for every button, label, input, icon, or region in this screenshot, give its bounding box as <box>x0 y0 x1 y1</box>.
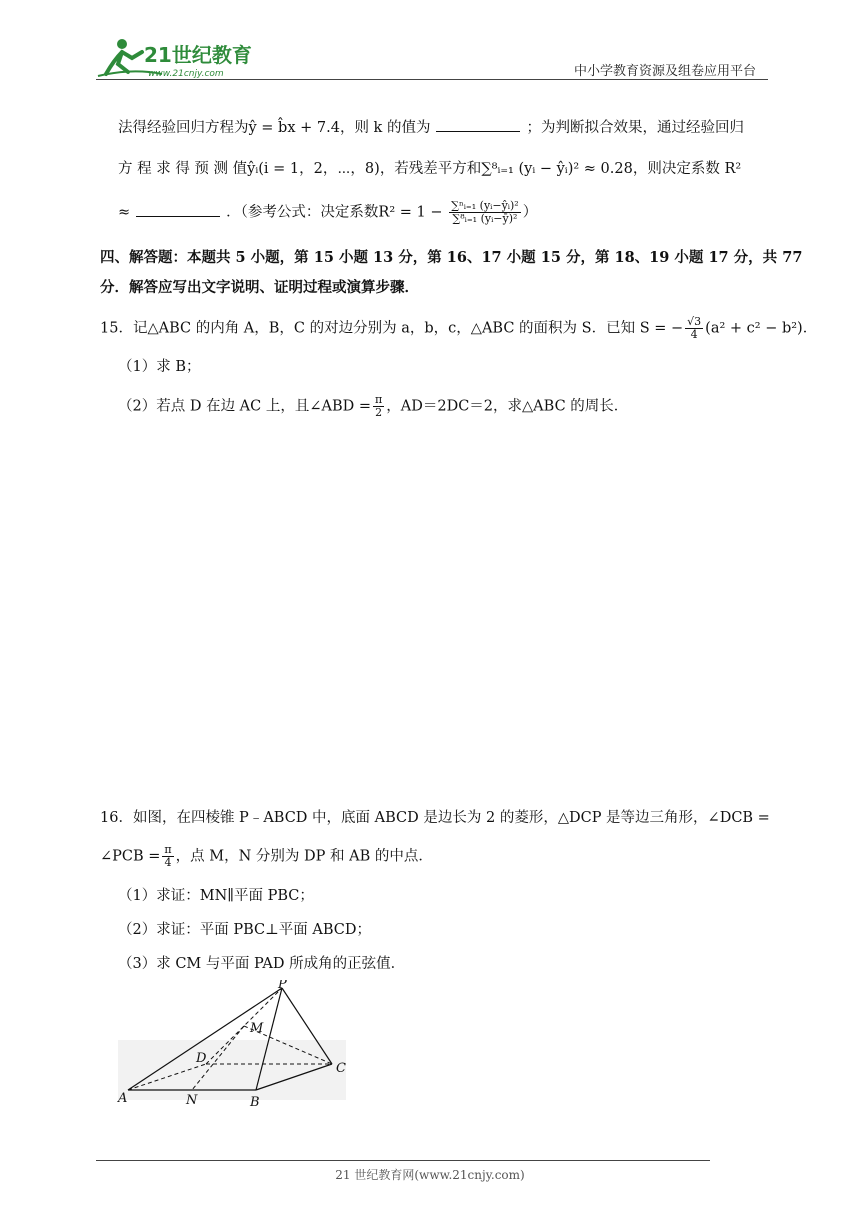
answer-blank-k[interactable] <box>436 117 520 132</box>
q16-stem-line-2: ∠PCB = $\frac{\pi}{4}$ ，点 M，N 分别为 DP 和 AB 的中点． <box>100 843 433 869</box>
q16-stem-line-1: 16．如图，在四棱锥 P﹣ABCD 中，底面 ABCD 是边长为 2 的菱形，△DCP 是等边三角形，∠DCB = <box>100 810 770 826</box>
site-logo <box>92 34 262 80</box>
label-B: B <box>250 1095 260 1110</box>
continuation-line-3: ≈ ．（参考公式：决定系数R² = 1 − $\frac{\text{∑ⁿᵢ₌₁ (yᵢ−ŷᵢ)²}}{\text{∑⁸ᵢ₌₁ (yᵢ−ȳ)²}}$ ） <box>118 199 538 225</box>
continuation-line-1: 法得经验回归方程为ŷ = b̂x + 7.4，则 k 的值为 ；为判断拟合效果，通过经验回归 <box>118 116 744 137</box>
q16-part1: （1）求证：MN∥平面 PBC； <box>118 888 314 904</box>
header-divider <box>96 79 768 80</box>
label-C: C <box>336 1061 346 1076</box>
logo-text: 21世纪教育 <box>144 43 252 67</box>
label-N: N <box>186 1093 198 1108</box>
q15-stem: 15．记△ABC 的内角 A，B，C 的对边分别为 a，b，c，△ABC 的面积为 S．已知 S = − $\frac{√3}{4}$ (a² + c² − b²)． <box>100 315 818 341</box>
label-A: A <box>118 1091 128 1106</box>
section-heading-line-1: 四、解答题：本题共 5 小题，第 15 小题 13 分，第 16、17 小题 15 分，第 18、19 小题 17 分，共 77 <box>100 249 803 266</box>
q16-part2: （2）求证：平面 PBC⊥平面 ABCD； <box>118 922 371 938</box>
header-platform-name: 中小学教育资源及组卷应用平台 <box>573 64 756 79</box>
q16-part3: （3）求 CM 与平面 PAD 所成角的正弦值． <box>118 956 406 972</box>
q15-part1: （1）求 B； <box>118 359 201 375</box>
pyramid-diagram <box>110 980 370 1110</box>
continuation-line-2: 方 程 求 得 预 测 值ŷᵢ(i = 1，2，⋯，8)，若残差平方和∑⁸ᵢ₌₁ (yᵢ − ŷᵢ)² ≈ 0.28，则决定系数 R² <box>118 161 742 177</box>
label-M: M <box>250 1021 264 1036</box>
r2-formula-fraction: $\frac{\text{∑ⁿᵢ₌₁ (yᵢ−ŷᵢ)²}}{\text{∑⁸ᵢ₌₁ (yᵢ−ȳ)²}}$ <box>451 199 519 225</box>
logo-url: www.21cnjy.com <box>148 69 224 79</box>
diagram-shading <box>118 1040 346 1100</box>
label-P: P <box>278 980 287 992</box>
footer-divider <box>96 1160 710 1161</box>
answer-blank-r2[interactable] <box>136 202 220 217</box>
footer-site-link[interactable]: 21 世纪教育网(www.21cnjy.com) <box>335 1168 525 1182</box>
label-D: D <box>196 1051 207 1066</box>
q15-part2: （2）若点 D 在边 AC 上，且∠ABD = $\frac{\pi}{2}$ ，AD＝2DC＝2，求△ABC 的周长． <box>118 393 629 419</box>
section-heading-line-2: 分．解答应写出文字说明、证明过程或演算步骤． <box>100 279 419 296</box>
